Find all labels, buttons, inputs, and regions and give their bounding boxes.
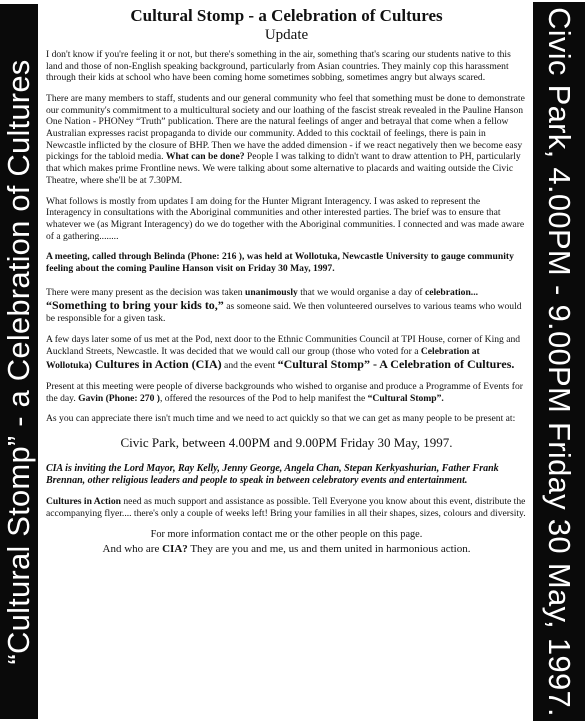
text-run: There were many present as the decision was taken (46, 286, 245, 298)
closing-line-1: For more information contact me or the other people on this page. (150, 528, 423, 540)
text-run-bold: Celebration at Wollotuka) (46, 345, 480, 372)
paragraph-invitations: CIA is inviting the Lord Mayor, Ray Kelly, Jenny George, Angela Chan, Stepan Kerkyashurian, Father Frank Brennan, other religious leaders and people to speak in between celebratory events and entertainment. (46, 462, 499, 487)
paragraph-urgency: As you can appreciate there isn't much time and we need to act quickly so that we can get as many people to be present at: (46, 413, 516, 425)
text-run-bold: CIA? (162, 543, 188, 556)
text-run-bold: Gavin (78, 392, 104, 404)
event-location-line: Civic Park, between 4.00PM and 9.00PM Friday 30 May, 1997. (120, 435, 453, 451)
text-run: as someone said. We then volunteered ourselves to various teams who would be responsible for a given task. (46, 301, 522, 325)
right-vertical-banner (533, 2, 585, 721)
text-run: Present at this meeting were people of diverse backgrounds who wished to organise and produce a Programme of Events for the day. (46, 380, 523, 404)
text-run-bold: unanimously (245, 286, 298, 298)
paragraph-interagency: What follows is mostly from updates I am doing for the Hunter Migrant Interagency. I was asked to represent the Interagency in consultations with the Aboriginal communities and other interested parties. The brief was to ensure that whatever we (as Migrant Interagency) do we do together with the Aboriginal communities. I connected and was made aware of a gathering........ (46, 195, 525, 242)
text-run: , offered the resources of the Pod to help manifest the (159, 392, 368, 404)
document-body (46, 6, 527, 557)
text-run-bold: celebration... (424, 286, 479, 298)
text-run: that we would organise a day of (297, 286, 425, 298)
paragraph-intro: I don't know if you're feeling it or not, but there's something in the air, something that's scaring our students native to this land and those of non-English speaking background, particularly from Asian countries. They mainly cop this harassment through their kids at school who have been coming home sometimes sobbing, sometimes angry but always scared. (46, 48, 511, 84)
text-run: And who are (102, 543, 163, 556)
paragraph-support (46, 496, 527, 519)
paragraph-pod-meeting (46, 334, 527, 372)
text-run: need as much support and assistance as possible. Tell Everyone you know about this event, distribute the accompanying flyer.... there's only a couple of weeks left! Bring your families in all their shapes, sizes, colours and diversity. (46, 496, 526, 520)
paragraph-decision (46, 284, 527, 325)
text-run-bold: “Cultural Stomp”. (367, 392, 444, 404)
text-run: They are you and me, us and them united in harmonious action. (187, 543, 471, 556)
document-title: Cultural Stomp - a Celebration of Cultures (130, 6, 443, 25)
left-banner-text: “Cultural Stomp” - a Celebration of Cultures (1, 59, 36, 664)
text-run-bold: Cultures in Action (46, 496, 121, 508)
text-run: A few days later some of us met at the Pod, next door to the Ethnic Communities Council at TPI House, corner of King and Auckland Streets, Newcastle. It was decided that we would call our group (those who voted for a (46, 333, 521, 357)
closing-line-2 (46, 543, 527, 556)
right-banner-text: Civic Park, 4.00PM - 9.00PM Friday 30 May, 1997. (542, 6, 577, 717)
document-subtitle: Update (264, 26, 309, 43)
paragraph-community (46, 93, 527, 187)
left-vertical-banner (0, 4, 38, 719)
text-run-quote: “Something to bring your kids to,” (46, 298, 224, 313)
text-run: and the event (221, 360, 278, 372)
text-run: People I was talking to didn't want to draw attention to PH, particularly that which makes prime Frontline news. We were talking about some alternative to placards and waiting outside the Civic Theatre, where she'll be at 7.30PM. (46, 151, 521, 186)
text-run: There are many members to staff, students and our general community who feel that something must be done to demonstrate our community's commitment to a multicultural society and our loathing of the fascist streak revealed in the Pauline Hanson One Nation - PHONey “Truth” publication. There are the natural feelings of anger and betrayal that come when a fellow Australian expresses racist propaganda to divide our community. Added to this cocktail of feelings, there is pain in Newcastle inflicted by the closure of BHP. Then we have the added dimension - if we react negatively then we become easy pickings for the tabloid media. (46, 92, 525, 163)
text-run-bold: (Phone: 270 ) (103, 392, 160, 404)
paragraph-programme (46, 381, 527, 404)
text-run-bold: What can be done? (165, 151, 245, 163)
text-run-event-name: “Cultural Stomp” - A Celebration of Cultures. (277, 357, 515, 372)
paragraph-meeting: A meeting, called through Belinda (Phone: 216 ), was held at Wollotuka, Newcastle University to gauge community feeling about the coming Pauline Hanson visit on Friday 30 May, 1997. (46, 251, 514, 275)
text-run-group-name: Cultures in Action (CIA) (91, 357, 222, 372)
